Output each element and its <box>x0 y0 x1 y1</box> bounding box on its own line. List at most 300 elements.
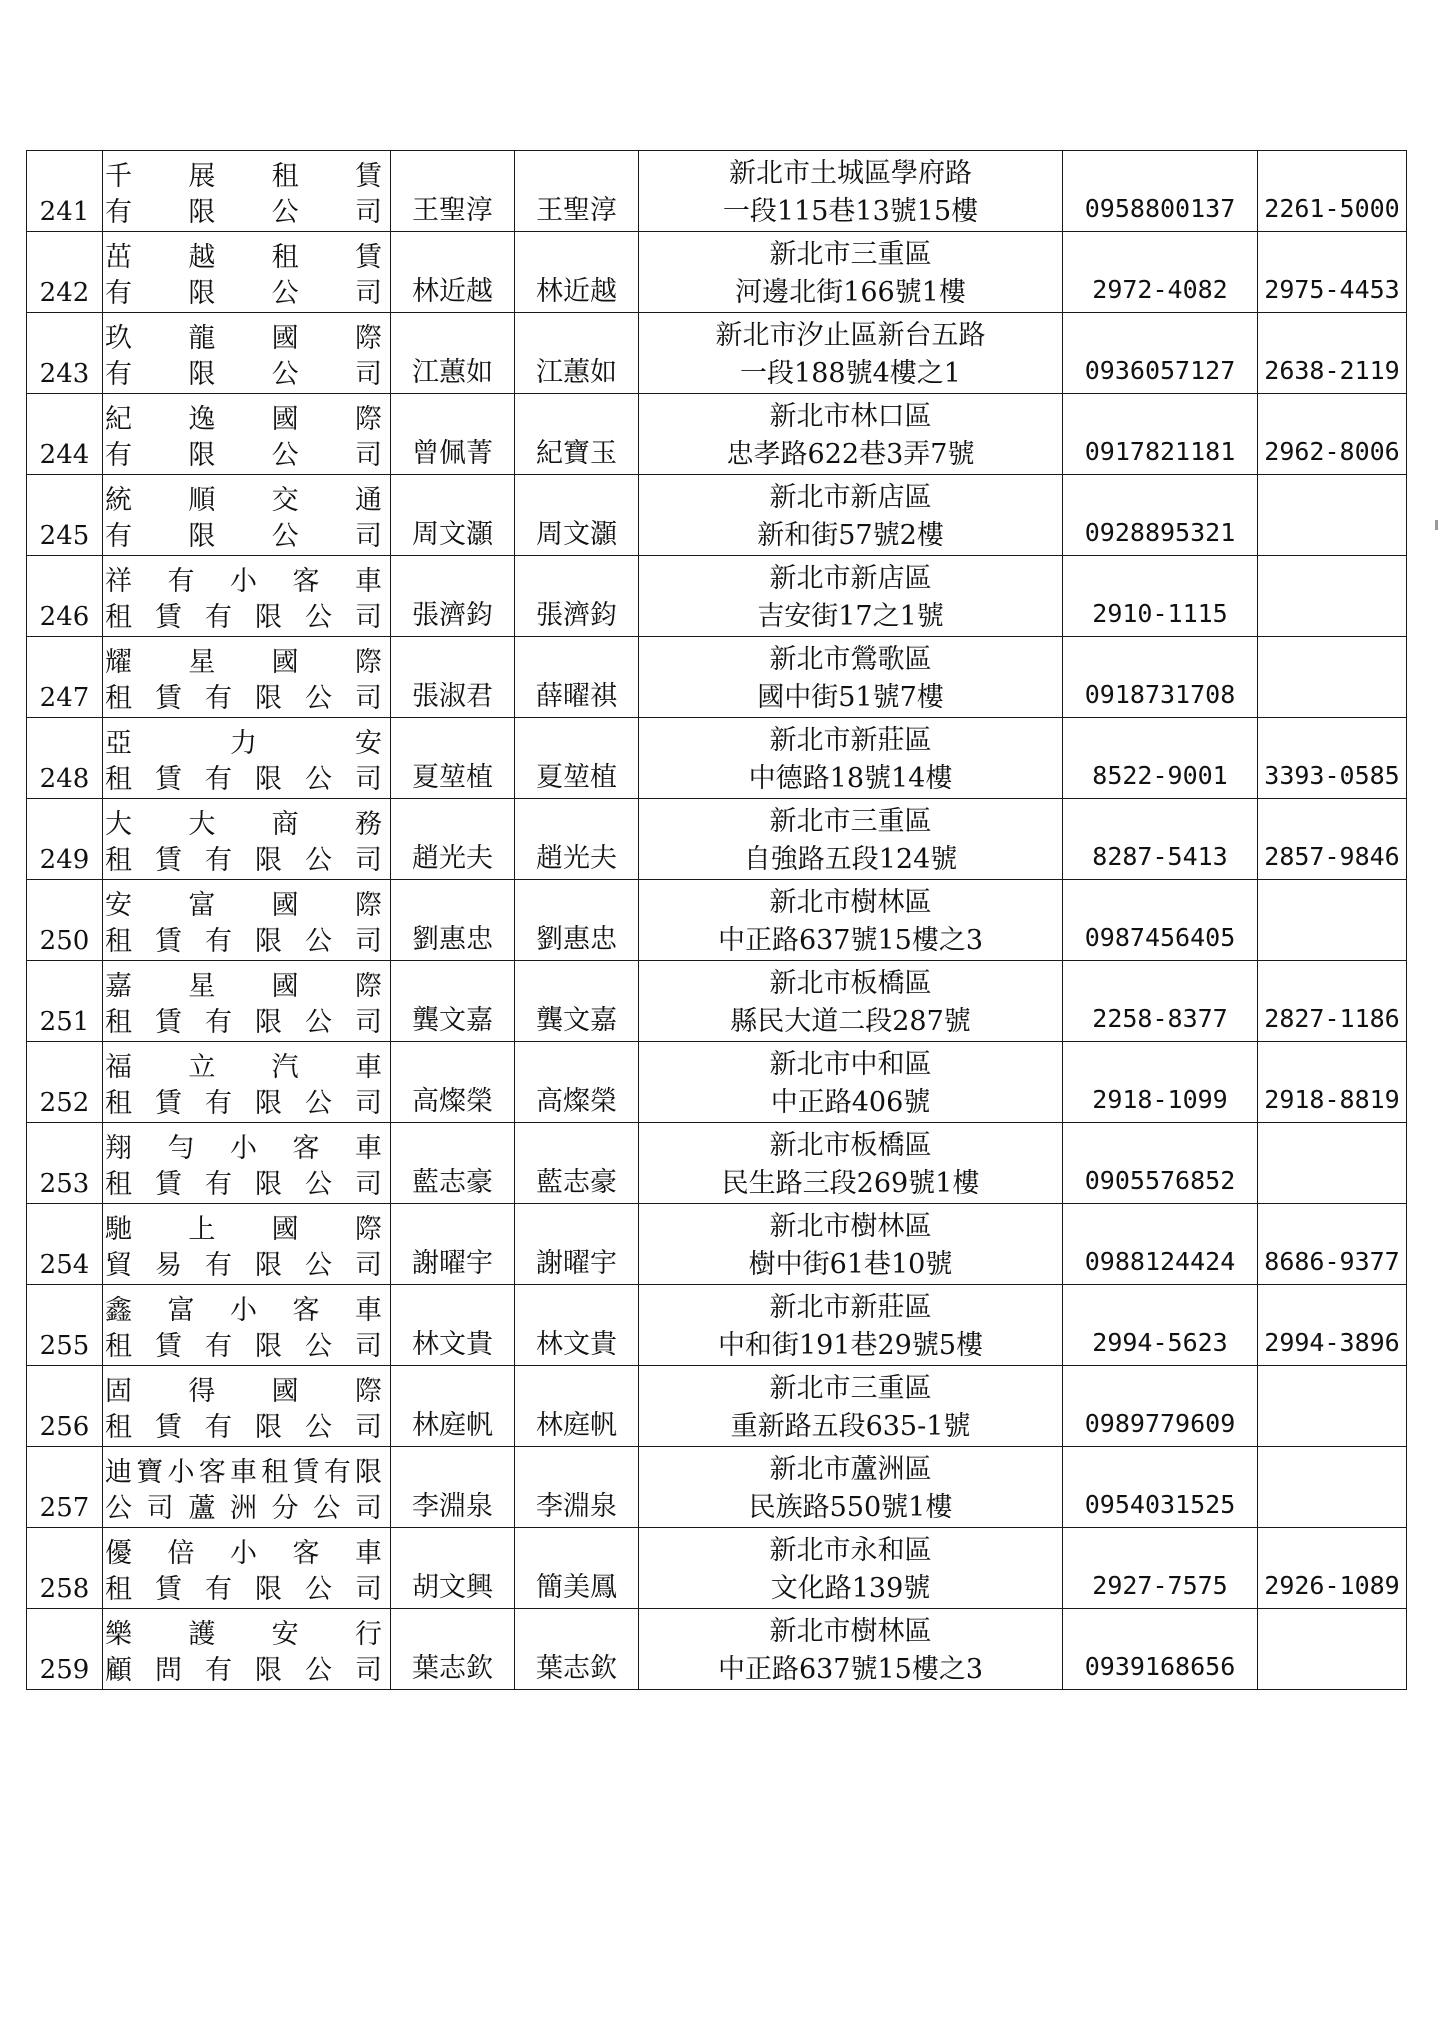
company-name-cell <box>103 1447 391 1528</box>
row-number: 256 <box>27 1366 103 1447</box>
company-name-line: 茁 越 租 賃 <box>105 242 382 273</box>
representative-name: 藍志豪 <box>412 1167 493 1198</box>
row-number: 253 <box>27 1123 103 1204</box>
phone-primary: 8287-5413 <box>1092 842 1228 871</box>
company-name-line: 租 賃 有 限 公 司 <box>105 602 382 633</box>
phone-primary-cell <box>1063 1204 1258 1285</box>
company-name-line: 優 倍 小 客 車 <box>105 1538 382 1569</box>
table-row <box>27 1204 1407 1285</box>
company-name-line: 租 賃 有 限 公 司 <box>105 845 382 876</box>
phone-primary-cell <box>1063 1366 1258 1447</box>
manager-name: 劉惠忠 <box>536 924 617 955</box>
phone-secondary-cell <box>1258 313 1407 394</box>
phone-primary-cell <box>1063 880 1258 961</box>
company-name-line: 租 賃 有 限 公 司 <box>105 1088 382 1119</box>
address-line: 吉安街17之1號 <box>757 601 944 632</box>
address-line: 新北市中和區 <box>769 1049 932 1080</box>
address-line: 新北市樹林區 <box>769 887 932 918</box>
company-name-line: 租 賃 有 限 公 司 <box>105 1331 382 1362</box>
company-name-line: 樂 護 安 行 <box>105 1619 382 1650</box>
phone-primary: 0918731708 <box>1084 680 1236 709</box>
phone-primary: 2927-7575 <box>1092 1571 1228 1600</box>
company-name-cell <box>103 880 391 961</box>
phone-secondary-cell <box>1258 1204 1407 1285</box>
manager-name: 謝曜宇 <box>536 1248 617 1279</box>
phone-secondary-cell <box>1258 556 1407 637</box>
address-cell <box>639 961 1063 1042</box>
table-row <box>27 313 1407 394</box>
phone-primary: 2972-4082 <box>1092 275 1228 304</box>
manager-cell <box>515 313 639 394</box>
address-line: 新北市鶯歌區 <box>769 644 932 675</box>
company-name-cell <box>103 961 391 1042</box>
address-line: 中正路637號15樓之3 <box>717 1654 984 1685</box>
phone-primary-cell <box>1063 394 1258 475</box>
company-name-line: 有 限 公 司 <box>105 278 382 309</box>
phone-primary: 8522-9001 <box>1092 761 1228 790</box>
company-name-line: 租 賃 有 限 公 司 <box>105 926 382 957</box>
address-cell <box>639 394 1063 475</box>
phone-primary-cell <box>1063 151 1258 232</box>
manager-cell <box>515 394 639 475</box>
address-cell <box>639 799 1063 880</box>
manager-cell <box>515 556 639 637</box>
representative-name: 林文貴 <box>412 1329 493 1360</box>
address-line: 新北市板橋區 <box>769 968 932 999</box>
row-number: 251 <box>27 961 103 1042</box>
representative-cell <box>391 232 515 313</box>
address-cell <box>639 1528 1063 1609</box>
phone-secondary-cell <box>1258 475 1407 556</box>
manager-name: 藍志豪 <box>536 1167 617 1198</box>
address-cell <box>639 232 1063 313</box>
manager-name: 林近越 <box>536 276 617 307</box>
phone-primary-cell <box>1063 1609 1258 1690</box>
row-number: 252 <box>27 1042 103 1123</box>
phone-primary: 0917821181 <box>1084 437 1236 466</box>
manager-name: 周文灝 <box>536 519 617 550</box>
representative-cell <box>391 394 515 475</box>
representative-name: 龔文嘉 <box>412 1005 493 1036</box>
row-number: 242 <box>27 232 103 313</box>
manager-name: 簡美鳳 <box>536 1572 617 1603</box>
table-row <box>27 1042 1407 1123</box>
phone-secondary: 2638-2119 <box>1264 356 1400 385</box>
company-name-cell <box>103 232 391 313</box>
table-row <box>27 232 1407 313</box>
representative-cell <box>391 637 515 718</box>
company-name-line: 顧 問 有 限 公 司 <box>105 1655 382 1686</box>
table-row <box>27 475 1407 556</box>
phone-secondary: 2261-5000 <box>1264 194 1400 223</box>
address-line: 新北市永和區 <box>769 1535 932 1566</box>
table-row <box>27 961 1407 1042</box>
company-name-line: 有 限 公 司 <box>105 440 382 471</box>
row-number: 243 <box>27 313 103 394</box>
address-line: 一段115巷13號15樓 <box>722 196 979 227</box>
manager-cell <box>515 1528 639 1609</box>
company-name-cell <box>103 799 391 880</box>
company-name-line: 租 賃 有 限 公 司 <box>105 1007 382 1038</box>
manager-cell <box>515 232 639 313</box>
address-line: 新北市蘆洲區 <box>769 1454 932 1485</box>
company-name-line: 有 限 公 司 <box>105 359 382 390</box>
manager-name: 王聖淳 <box>536 195 617 226</box>
manager-name: 龔文嘉 <box>536 1005 617 1036</box>
address-line: 重新路五段635-1號 <box>730 1411 971 1442</box>
representative-name: 林庭帆 <box>412 1410 493 1441</box>
representative-name: 周文灝 <box>412 519 493 550</box>
phone-primary: 0988124424 <box>1084 1247 1236 1276</box>
company-name-cell <box>103 1042 391 1123</box>
phone-primary: 0936057127 <box>1084 356 1236 385</box>
representative-cell <box>391 1285 515 1366</box>
company-name-line: 馳 上 國 際 <box>105 1214 382 1245</box>
address-cell <box>639 1366 1063 1447</box>
address-cell <box>639 718 1063 799</box>
representative-cell <box>391 880 515 961</box>
phone-secondary-cell <box>1258 1285 1407 1366</box>
manager-name: 張濟鈞 <box>536 600 617 631</box>
manager-cell <box>515 151 639 232</box>
company-name-cell <box>103 556 391 637</box>
manager-cell <box>515 1285 639 1366</box>
address-cell <box>639 475 1063 556</box>
phone-primary-cell <box>1063 1447 1258 1528</box>
phone-secondary: 2918-8819 <box>1264 1085 1400 1114</box>
address-cell <box>639 1285 1063 1366</box>
representative-cell <box>391 475 515 556</box>
row-number: 241 <box>27 151 103 232</box>
address-line: 民族路550號1樓 <box>748 1492 953 1523</box>
phone-primary: 0928895321 <box>1084 518 1236 547</box>
phone-primary: 2258-8377 <box>1092 1004 1228 1033</box>
address-line: 忠孝路622巷3弄7號 <box>726 439 975 470</box>
address-cell <box>639 151 1063 232</box>
manager-name: 夏堃植 <box>536 762 617 793</box>
representative-name: 趙光夫 <box>412 843 493 874</box>
company-name-line: 玖 龍 國 際 <box>105 323 382 354</box>
phone-secondary-cell <box>1258 961 1407 1042</box>
phone-secondary <box>1258 1523 1406 1527</box>
company-name-cell <box>103 1285 391 1366</box>
address-line: 新北市土城區學府路 <box>729 158 972 189</box>
phone-secondary: 2926-1089 <box>1264 1571 1400 1600</box>
phone-primary-cell <box>1063 1528 1258 1609</box>
address-line: 中正路637號15樓之3 <box>717 925 984 956</box>
manager-cell <box>515 718 639 799</box>
representative-name: 葉志欽 <box>412 1653 493 1684</box>
company-name-line: 租 賃 有 限 公 司 <box>105 1412 382 1443</box>
company-name-cell <box>103 151 391 232</box>
company-name-line: 千 展 租 賃 <box>105 161 382 192</box>
phone-primary: 0958800137 <box>1084 194 1236 223</box>
manager-cell <box>515 961 639 1042</box>
address-cell <box>639 1609 1063 1690</box>
company-name-line: 嘉 星 國 際 <box>105 971 382 1002</box>
address-line: 新北市板橋區 <box>769 1130 932 1161</box>
manager-cell <box>515 1447 639 1528</box>
company-name-cell <box>103 718 391 799</box>
table-row <box>27 1285 1407 1366</box>
company-name-line: 大 大 商 務 <box>105 809 382 840</box>
address-cell <box>639 1042 1063 1123</box>
manager-name: 趙光夫 <box>536 843 617 874</box>
phone-primary: 2918-1099 <box>1092 1085 1228 1114</box>
company-name-line: 祥 有 小 客 車 <box>105 566 382 597</box>
address-line: 新和街57號2樓 <box>757 520 944 551</box>
manager-name: 林文貴 <box>536 1329 617 1360</box>
representative-cell <box>391 313 515 394</box>
phone-primary: 2910-1115 <box>1092 599 1228 628</box>
phone-secondary-cell <box>1258 799 1407 880</box>
address-cell <box>639 313 1063 394</box>
scan-artifact-mark <box>1435 520 1438 530</box>
company-name-cell <box>103 1528 391 1609</box>
representative-name: 夏堃植 <box>412 762 493 793</box>
representative-cell <box>391 1366 515 1447</box>
company-name-line: 有 限 公 司 <box>105 521 382 552</box>
address-line: 縣民大道二段287號 <box>730 1006 971 1037</box>
representative-name: 王聖淳 <box>412 195 493 226</box>
phone-secondary: 2962-8006 <box>1264 437 1400 466</box>
phone-primary-cell <box>1063 961 1258 1042</box>
manager-name: 高燦榮 <box>536 1086 617 1117</box>
company-name-line: 翔 勻 小 客 車 <box>105 1133 382 1164</box>
address-line: 新北市三重區 <box>769 806 932 837</box>
representative-name: 李淵泉 <box>412 1491 493 1522</box>
representative-cell <box>391 151 515 232</box>
company-name-line: 安 富 國 際 <box>105 890 382 921</box>
phone-secondary-cell <box>1258 1042 1407 1123</box>
representative-name: 張淑君 <box>412 681 493 712</box>
company-name-line: 貿 易 有 限 公 司 <box>105 1250 382 1281</box>
phone-primary: 2994-5623 <box>1092 1328 1228 1357</box>
phone-secondary <box>1258 1685 1406 1689</box>
phone-secondary-cell <box>1258 232 1407 313</box>
phone-secondary-cell <box>1258 1123 1407 1204</box>
table-row <box>27 718 1407 799</box>
table-row <box>27 151 1407 232</box>
phone-primary-cell <box>1063 1042 1258 1123</box>
address-line: 新北市新店區 <box>769 482 932 513</box>
row-number: 247 <box>27 637 103 718</box>
company-name-cell <box>103 394 391 475</box>
phone-secondary-cell <box>1258 637 1407 718</box>
manager-name: 李淵泉 <box>536 1491 617 1522</box>
phone-primary-cell <box>1063 475 1258 556</box>
address-line: 新北市三重區 <box>769 239 932 270</box>
phone-secondary: 8686-9377 <box>1264 1247 1400 1276</box>
table-row <box>27 1366 1407 1447</box>
representative-cell <box>391 1042 515 1123</box>
row-number: 259 <box>27 1609 103 1690</box>
representative-cell <box>391 1204 515 1285</box>
phone-secondary: 2857-9846 <box>1264 842 1400 871</box>
company-name-line: 租 賃 有 限 公 司 <box>105 764 382 795</box>
table-body <box>27 151 1407 1690</box>
table-row <box>27 880 1407 961</box>
phone-primary-cell <box>1063 556 1258 637</box>
table-row <box>27 394 1407 475</box>
company-name-line: 租 賃 有 限 公 司 <box>105 1169 382 1200</box>
phone-secondary: 2994-3896 <box>1264 1328 1400 1357</box>
manager-name: 薛曜祺 <box>536 681 617 712</box>
phone-primary-cell <box>1063 799 1258 880</box>
manager-name: 江蕙如 <box>536 357 617 388</box>
company-name-cell <box>103 1123 391 1204</box>
phone-secondary-cell <box>1258 1609 1407 1690</box>
representative-name: 江蕙如 <box>412 357 493 388</box>
representative-cell <box>391 1609 515 1690</box>
address-line: 文化路139號 <box>770 1573 931 1604</box>
representative-name: 高燦榮 <box>412 1086 493 1117</box>
representative-name: 謝曜宇 <box>412 1248 493 1279</box>
manager-name: 葉志欽 <box>536 1653 617 1684</box>
manager-cell <box>515 1123 639 1204</box>
representative-cell <box>391 961 515 1042</box>
phone-primary: 0939168656 <box>1084 1652 1236 1681</box>
phone-primary-cell <box>1063 313 1258 394</box>
representative-cell <box>391 718 515 799</box>
table-row <box>27 556 1407 637</box>
address-line: 河邊北街166號1樓 <box>735 277 966 308</box>
company-registry-table <box>26 150 1407 1690</box>
address-line: 自強路五段124號 <box>743 844 958 875</box>
company-name-cell <box>103 475 391 556</box>
address-line: 新北市樹林區 <box>769 1616 932 1647</box>
address-cell <box>639 1447 1063 1528</box>
phone-secondary <box>1258 551 1406 555</box>
manager-cell <box>515 475 639 556</box>
phone-secondary: 3393-0585 <box>1264 761 1400 790</box>
representative-cell <box>391 556 515 637</box>
table-row <box>27 1447 1407 1528</box>
row-number: 249 <box>27 799 103 880</box>
manager-name: 林庭帆 <box>536 1410 617 1441</box>
address-cell <box>639 1204 1063 1285</box>
representative-name: 曾佩菁 <box>412 438 493 469</box>
manager-cell <box>515 1042 639 1123</box>
address-line: 新北市林口區 <box>769 401 932 432</box>
phone-secondary-cell <box>1258 1528 1407 1609</box>
company-name-line: 固 得 國 際 <box>105 1376 382 1407</box>
table-row <box>27 1123 1407 1204</box>
address-line: 新北市三重區 <box>769 1373 932 1404</box>
company-name-cell <box>103 1609 391 1690</box>
manager-cell <box>515 1204 639 1285</box>
company-name-line: 迪 寶 小 客 車 租 賃 有 限 <box>105 1457 382 1488</box>
company-name-cell <box>103 313 391 394</box>
row-number: 255 <box>27 1285 103 1366</box>
row-number: 257 <box>27 1447 103 1528</box>
phone-primary-cell <box>1063 1123 1258 1204</box>
company-name-line: 租 賃 有 限 公 司 <box>105 683 382 714</box>
row-number: 245 <box>27 475 103 556</box>
phone-secondary-cell <box>1258 394 1407 475</box>
manager-cell <box>515 799 639 880</box>
phone-secondary: 2975-4453 <box>1264 275 1400 304</box>
row-number: 254 <box>27 1204 103 1285</box>
representative-cell <box>391 799 515 880</box>
phone-secondary <box>1258 1442 1406 1446</box>
company-name-line: 紀 逸 國 際 <box>105 404 382 435</box>
phone-primary-cell <box>1063 232 1258 313</box>
row-number: 248 <box>27 718 103 799</box>
phone-secondary-cell <box>1258 1366 1407 1447</box>
representative-name: 胡文興 <box>412 1572 493 1603</box>
manager-cell <box>515 1366 639 1447</box>
phone-primary-cell <box>1063 637 1258 718</box>
row-number: 246 <box>27 556 103 637</box>
manager-name: 紀寶玉 <box>536 438 617 469</box>
table-row <box>27 1609 1407 1690</box>
address-line: 中和街191巷29號5樓 <box>717 1330 984 1361</box>
phone-primary: 0954031525 <box>1084 1490 1236 1519</box>
table-row <box>27 637 1407 718</box>
address-line: 新北市樹林區 <box>769 1211 932 1242</box>
representative-name: 劉惠忠 <box>412 924 493 955</box>
manager-cell <box>515 637 639 718</box>
address-cell <box>639 556 1063 637</box>
phone-secondary <box>1258 713 1406 717</box>
company-name-cell <box>103 1366 391 1447</box>
phone-secondary-cell <box>1258 151 1407 232</box>
manager-cell <box>515 1609 639 1690</box>
row-number: 250 <box>27 880 103 961</box>
address-line: 國中街51號7樓 <box>757 682 944 713</box>
address-cell <box>639 637 1063 718</box>
representative-name: 林近越 <box>412 276 493 307</box>
company-name-cell <box>103 1204 391 1285</box>
company-name-line: 鑫 富 小 客 車 <box>105 1295 382 1326</box>
phone-secondary <box>1258 956 1406 960</box>
address-line: 一段188號4樓之1 <box>740 358 961 389</box>
company-name-line: 有 限 公 司 <box>105 197 382 228</box>
address-cell <box>639 1123 1063 1204</box>
company-name-line: 統 順 交 通 <box>105 485 382 516</box>
company-name-line: 耀 星 國 際 <box>105 647 382 678</box>
manager-cell <box>515 880 639 961</box>
phone-secondary-cell <box>1258 880 1407 961</box>
company-name-line: 福 立 汽 車 <box>105 1052 382 1083</box>
address-line: 新北市新店區 <box>769 563 932 594</box>
address-line: 新北市汐止區新台五路 <box>715 320 986 351</box>
table-row <box>27 799 1407 880</box>
row-number: 244 <box>27 394 103 475</box>
company-name-line: 租 賃 有 限 公 司 <box>105 1574 382 1605</box>
row-number: 258 <box>27 1528 103 1609</box>
address-line: 中德路18號14樓 <box>748 763 953 794</box>
phone-primary-cell <box>1063 1285 1258 1366</box>
representative-cell <box>391 1528 515 1609</box>
phone-primary: 0905576852 <box>1084 1166 1236 1195</box>
representative-cell <box>391 1123 515 1204</box>
phone-secondary <box>1258 632 1406 636</box>
company-name-cell <box>103 637 391 718</box>
address-line: 樹中街61巷10號 <box>748 1249 953 1280</box>
address-line: 民生路三段269號1樓 <box>721 1168 980 1199</box>
address-line: 中正路406號 <box>770 1087 931 1118</box>
company-name-line: 亞 力 安 <box>105 728 382 759</box>
phone-primary: 0987456405 <box>1084 923 1236 952</box>
representative-cell <box>391 1447 515 1528</box>
phone-secondary-cell <box>1258 1447 1407 1528</box>
address-cell <box>639 880 1063 961</box>
phone-secondary: 2827-1186 <box>1264 1004 1400 1033</box>
address-line: 新北市新莊區 <box>769 1292 932 1323</box>
company-name-line: 公 司 蘆 洲 分 公 司 <box>105 1493 382 1524</box>
